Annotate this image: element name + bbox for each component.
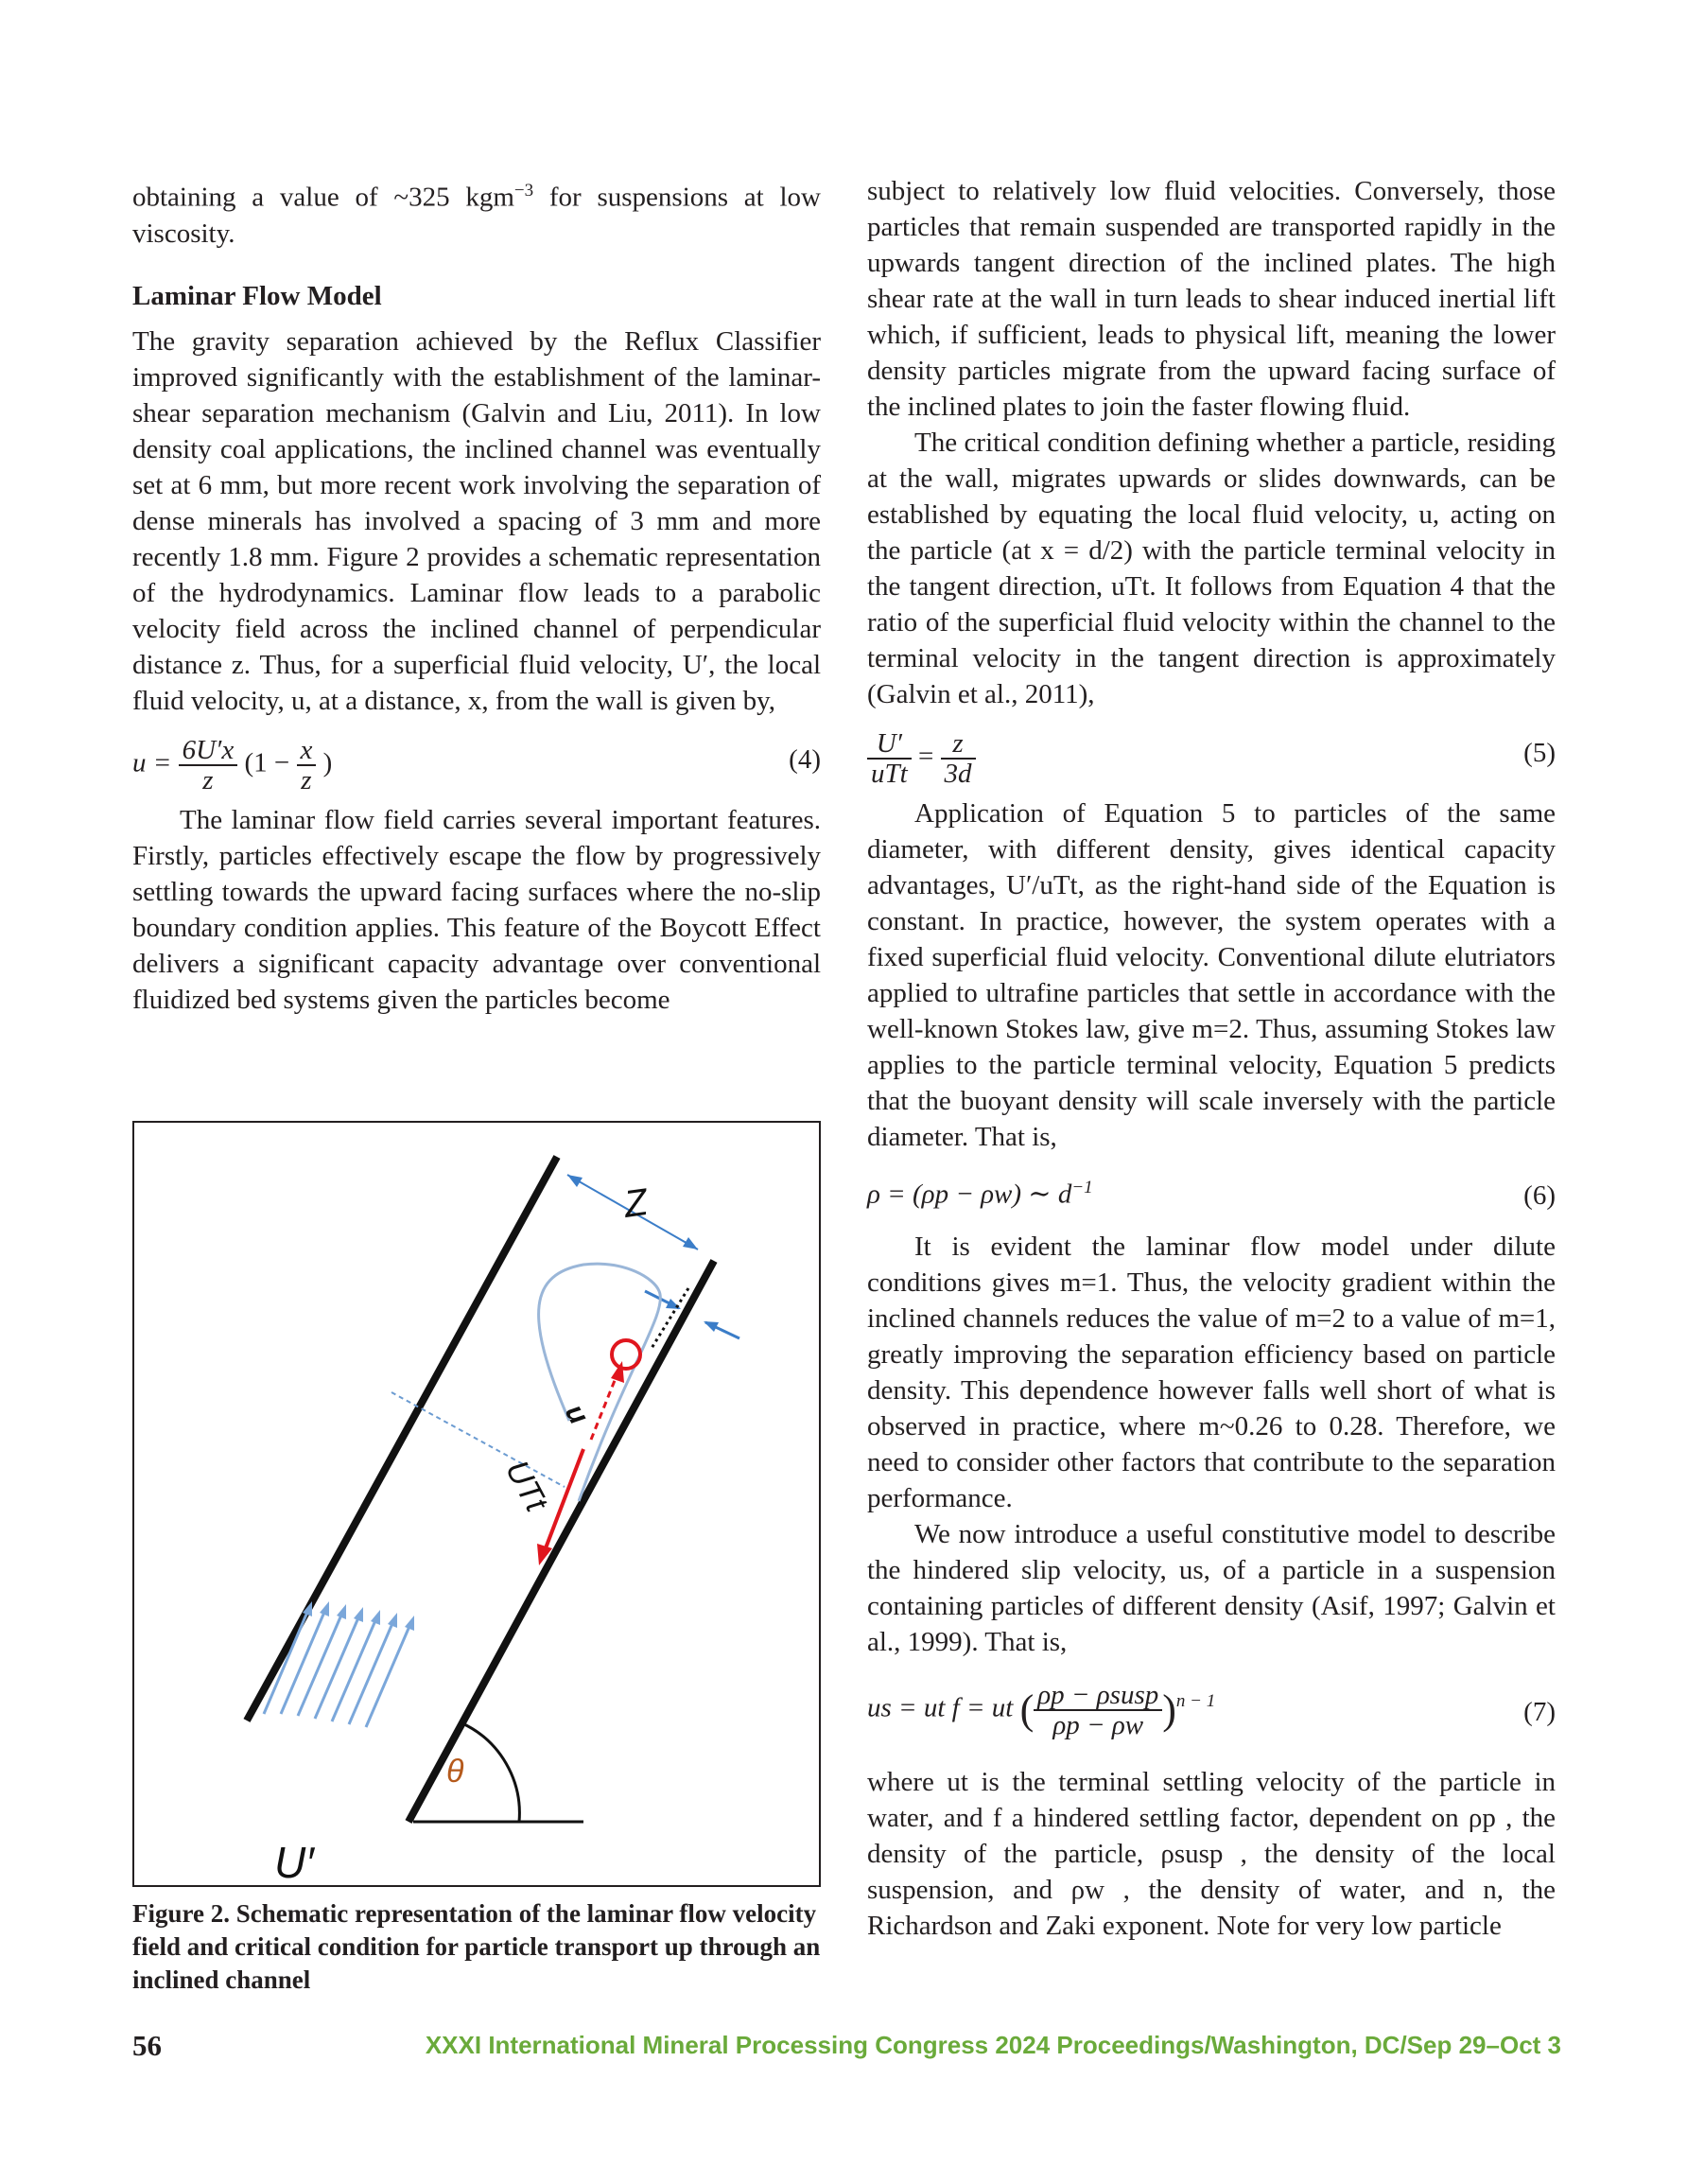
right-column [867, 173, 1556, 1944]
equation-5-number: (5) [1523, 738, 1556, 768]
eq5-denominator: uTt [871, 759, 908, 789]
eq7-numerator: ρp − ρsusp [1034, 1681, 1162, 1711]
eq4-numerator: 6U′x [179, 736, 238, 766]
label-theta: θ [446, 1754, 464, 1790]
paragraph-continuation-right: subject to relatively low fluid velocities. Conversely, those particles that remain suspended are transported rapidly in the upwards tangent direction of the inclined plates. The high shear rate at the wall in turn leads to shear induced inertial lift which, if sufficient, leads to physical lift, meaning the lower density particles migrate from the upward facing surface of the inclined plates to join the faster flowing fluid. [867, 176, 1556, 422]
text-span: obtaining a value of ~325 kgm [132, 182, 514, 213]
u-velocity-line [591, 1373, 617, 1440]
eq5-equals: = [917, 741, 934, 772]
angle-arc [462, 1723, 519, 1822]
paragraph-laminar-intro: The gravity separation achieved by the Reflux Classifier improved significantly with the establishment of the laminar-shear separation mechanism (Galvin and Liu, 2011). In low density coal applications, the inclined channel was eventually set at 6 mm, but more recent work involving the separation of dense minerals has involved a spacing of 3 mm and more recently 1.8 mm. Figure 2 provides a schematic representation of the hydrodynamics. Laminar flow leads to a parabolic velocity field across the inclined channel of perpendicular distance z. Thus, for a superficial fluid velocity, U′, the local fluid velocity, u, at a distance, x, from the wall is given by, [132, 325, 821, 716]
x-arrowhead-right [704, 1321, 719, 1332]
eq4-inner-denominator: z [301, 764, 312, 795]
figure-caption: Figure 2. Schematic representation of the laminar flow velocity field and critical condition for particle transport up through an inclined channel [132, 1899, 821, 1994]
flow-arrow [366, 1624, 410, 1727]
page-number: 56 [132, 2029, 162, 2062]
eq4-denominator: z [202, 764, 214, 795]
z-arrowhead-start [567, 1175, 583, 1187]
eq7-denominator: ρp − ρw [1052, 1710, 1144, 1740]
equation-5-body [867, 729, 976, 788]
equation-4-body [132, 736, 332, 795]
superscript: −3 [513, 181, 534, 201]
paragraph-critical-condition: The critical condition defining whether a particle, residing at the wall, migrates upwards or slides downwards, can be established by equating the local fluid velocity, u, acting on the particle (at x = d/2) with the particle terminal velocity in the tangent direction, uTt. It follows from Equation 4 that the ratio of the superficial fluid velocity within the channel to the terminal velocity in the tangent direction is approximately (Galvin et al., 2011), [867, 428, 1556, 709]
running-footer: XXXI International Mineral Processing Congress 2024 Proceedings/Washington, DC/Sep 29–Oct 3 [425, 2031, 1561, 2059]
eq4-inner-fraction [297, 736, 317, 795]
equation-7 [867, 1668, 1556, 1753]
paragraph-application: Application of Equation 5 to particles of the same diameter, with different density, gives identical capacity advantages, U′/uTt, as the right-hand side of the Equation is constant. In practice, however, the system operates with a fixed superficial fluid velocity. Conventional dilute elutriators applied to ultrafine particles that settle in accordance with the well-known Stokes law, give m=2. Thus, assuming Stokes law applies to the particle terminal velocity, Equation 5 predicts that the buoyant density will scale inversely with the particle diameter. That is, [867, 798, 1556, 1152]
eq7-fraction [1034, 1681, 1162, 1739]
eq4-inner-numerator: x [297, 736, 317, 766]
eq5-left-fraction [867, 729, 912, 788]
paragraph-evident: It is evident the laminar flow model under dilute conditions gives m=1. Thus, the velocity gradient within the inclined channels reduces the value of m=2 to a value of m=1, greatly improving the separation efficiency based on particle density. This dependence however falls well short of what is observed in practice, where m~0.26 to 0.28. Therefore, we need to consider other factors that contribute to the separation performance. [867, 1232, 1556, 1513]
eq4-fraction [179, 736, 238, 795]
flow-arrowhead [354, 1607, 363, 1622]
paragraph-laminar-features: The laminar flow field carries several important features. Firstly, particles effectively escape the flow by progressively settling towards the upward facing surfaces where the no-slip boundary condition applies. This feature of the Boycott Effect delivers a significant capacity advantage over conventional fluidized bed systems given the particles become [132, 804, 821, 1015]
section-heading: Laminar Flow Model [132, 280, 382, 311]
eq5-right-numerator: z [941, 729, 976, 760]
eq4-paren-close: ) [322, 747, 333, 778]
eq7-close-paren: ) [1162, 1686, 1176, 1733]
eq5-right-fraction [941, 729, 976, 788]
flow-arrow [315, 1616, 359, 1719]
label-terminal-velocity: UTt [497, 1454, 555, 1518]
paragraph-where: where ut is the terminal settling velocity of the particle in water, and f a hindered settling factor, dependent on ρp , the density of the particle, ρsusp , the density of the local suspension, and ρw , the density of water, and n, the Richardson and Zaki exponent. Note for very low particle [867, 1767, 1556, 1941]
equation-4-number: (4) [789, 743, 821, 775]
flow-arrow [332, 1618, 376, 1721]
equation-6-number: (6) [1523, 1180, 1556, 1211]
particle-circle [612, 1340, 640, 1369]
text-span: for suspensions at low viscosity. [132, 182, 821, 249]
flow-arrowhead [337, 1604, 346, 1619]
eq4-lhs: u = [132, 747, 172, 778]
flow-arrowhead [320, 1601, 329, 1616]
equation-6 [867, 1162, 1556, 1217]
figure-2-schematic [134, 1123, 821, 1887]
flow-arrowhead [388, 1613, 397, 1628]
eq7-exponent: n − 1 [1175, 1691, 1216, 1711]
left-column [132, 173, 821, 1018]
label-z: Z [621, 1180, 651, 1226]
z-arrowhead-end [683, 1237, 698, 1249]
equation-5 [867, 720, 1556, 789]
paragraph-introduce-model: We now introduce a useful constitutive model to describe the hindered slip velocity, us, of a particle in a suspension containing particles of different density (Asif, 1997; Galvin et al., 1999). That is, [867, 1519, 1556, 1657]
flow-arrowhead [405, 1616, 414, 1631]
equation-4 [132, 726, 821, 795]
paragraph-continuation [132, 173, 821, 252]
flow-arrowhead [371, 1610, 380, 1625]
flow-arrow [349, 1621, 393, 1724]
flow-arrows [264, 1610, 410, 1727]
x-arrowhead-left [666, 1299, 681, 1309]
label-u: u [558, 1399, 595, 1430]
equation-7-number: (7) [1523, 1697, 1556, 1727]
flow-arrow [298, 1613, 342, 1716]
equation-7-body [867, 1681, 1215, 1739]
figure-2 [132, 1121, 821, 1887]
label-u-prime: U′ [274, 1838, 314, 1887]
eq6-exponent: −1 [1071, 1178, 1093, 1197]
eq4-paren-open: (1 − [244, 747, 290, 778]
equation-6-body [867, 1172, 1093, 1211]
eq7-lhs: us = ut f = ut [867, 1692, 1014, 1723]
eq5-right-denominator: 3d [944, 759, 972, 789]
eq7-open-paren: ( [1019, 1686, 1035, 1733]
eq6-text: ρ = (ρp − ρw) ∼ d [867, 1179, 1072, 1210]
eq5-numerator: U′ [867, 729, 912, 760]
